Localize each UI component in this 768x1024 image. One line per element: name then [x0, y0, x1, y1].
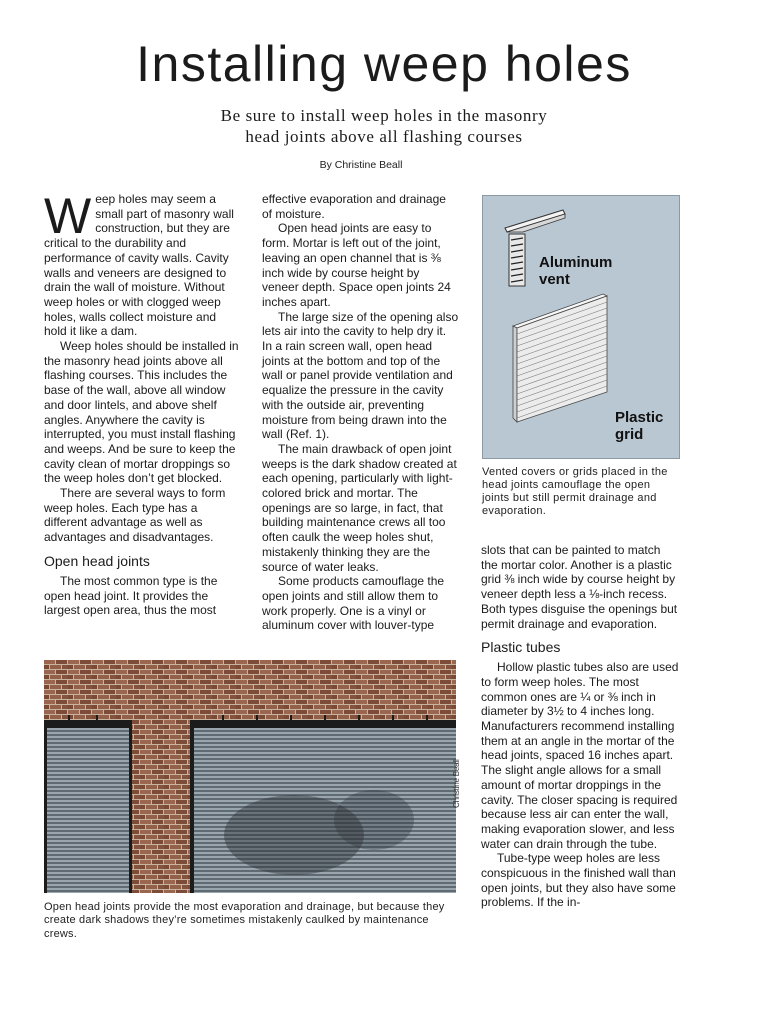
paragraph: The main drawback of open joint weeps is the dark shadow created at each opening, particularly with light-colored brick and mortar. The openings are so large, in fact, that building maintenance crews all too often caulk the weep holes shut, mistakenly thinking they are the source of water leaks.: [262, 441, 457, 574]
paragraph: slots that can be painted to match the mortar color. Another is a plastic grid ⅜ inch wide by course height by veneer depth less a ⅛-inch recess. Both types disguise the openings but permit drainage and evaporation.: [481, 543, 678, 631]
body-column-2: [262, 192, 459, 633]
section-heading: Plastic tubes: [481, 639, 561, 656]
paragraph: effective evaporation and drainage of moisture.: [262, 192, 446, 221]
drop-cap: W: [44, 188, 92, 244]
paragraph: There are several ways to form weep holes. Each type has a different advantage as well as advantages and disadvantages.: [44, 486, 226, 545]
paragraph-text: eep holes may seem a small part of masonry wall construction, but they are critical to the durability and performance of cavity walls. Cavity walls and veneers are designed to drain the wall of moisture. Without weep holes or with clogged weep holes, walls collect moisture and hold it like a dam.: [44, 192, 234, 339]
label-line: vent: [539, 271, 570, 288]
byline: By Christine Beall: [319, 159, 403, 171]
vent-grid-illustration: [482, 195, 680, 459]
brick-wall-photo: [44, 660, 456, 893]
section-heading: Open head joints: [44, 552, 150, 569]
photo-credit: Christine Beall: [452, 759, 461, 808]
paragraph: [44, 188, 240, 339]
paragraph: Weep holes should be installed in the masonry head joints above all flashing courses. This includes the base of the wall, above all window and door lintels, and above shelf angles. Anywhere the cavity is interrupted, you must install flashing and weeps. And be sure to keep the cavity clean of mortar droppings so the weep holes don’t get blocked.: [44, 339, 239, 486]
paragraph: The large size of the opening also lets air into the cavity to help dry it. In a rain screen wall, open head joints at the bottom and top of the wall or panel provide ventilation and equalize the pressure in the cavity with the outside air, preventing moisture from being drawn into the wall (Ref. 1).: [262, 309, 459, 442]
paragraph: Hollow plastic tubes also are used to form weep holes. The most common ones are ¼ or ⅜ inch in diameter by 3½ to 4 inches long. Manufacturers recommend installing them at an angle in the mortar of the head joints, spaced 16 inches apart. The slight angle allows for a small amount of mortar droppings in the cavity. The closer spacing is required because less air can enter the wall, making evaporation slower, and less water can drain through the tube.: [481, 660, 679, 851]
paragraph: The most common type is the open head joint. It provides the largest open area, thus the most: [44, 573, 218, 618]
paragraph: Tube-type weep holes are less conspicuous in the finished wall than open joints, but they also have some problems. If the in-: [481, 851, 676, 910]
label-line: grid: [615, 426, 644, 443]
plastic-grid-icon: [513, 294, 607, 422]
body-column-3: [481, 543, 679, 910]
aluminum-vent-label: [539, 254, 612, 288]
label-line: Aluminum: [539, 254, 613, 271]
plastic-grid-label: [615, 409, 663, 443]
article-title: Installing weep holes: [136, 36, 632, 92]
photo-caption: Open head joints provide the most evaporation and drainage, but because they create dark shadows they’re sometimes mistakenly caulked by maintenance crews.: [44, 901, 445, 940]
figure-caption-vent: Vented covers or grids placed in the head joints camouflage the open joints but still permit drainage and evaporation.: [482, 466, 668, 517]
deck-line-2: head joints above all flashing courses: [245, 127, 523, 146]
body-column-1: [44, 188, 240, 618]
paragraph: Open head joints are easy to form. Mortar is left out of the joint, leaving an open channel that is ⅜ inch wide by course height by veneer depth. Space open joints 24 inches apart.: [262, 221, 451, 309]
label-line: Plastic: [615, 409, 664, 426]
deck-line-1: Be sure to install weep holes in the masonry: [220, 106, 548, 125]
article-deck: [0, 105, 768, 147]
brick-wall-drawing: [44, 660, 456, 893]
paragraph: Some products camouflage the open joints and still allow them to work properly. One is a vinyl or aluminum cover with louver-type: [262, 574, 445, 633]
